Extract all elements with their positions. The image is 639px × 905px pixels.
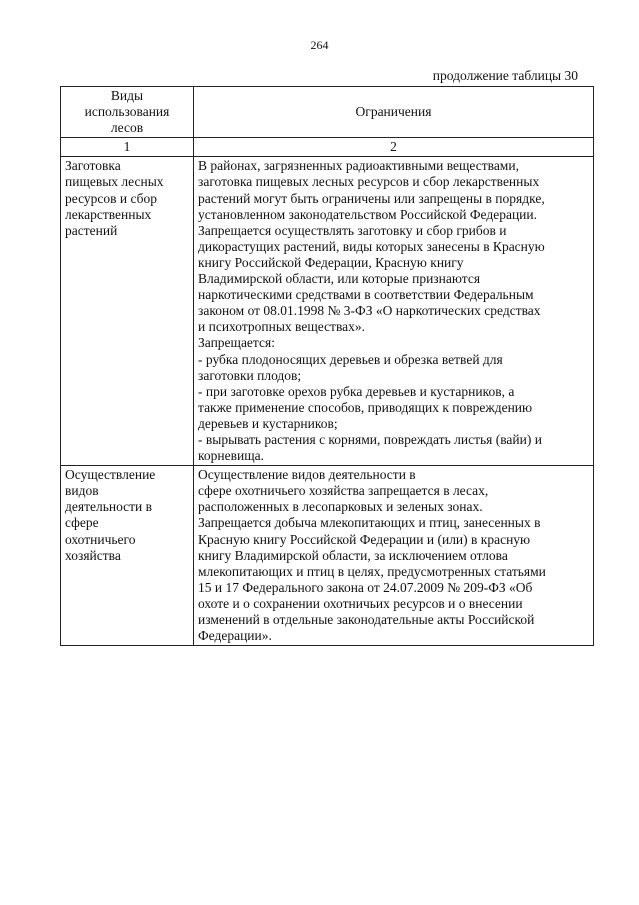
text-line: сфере охотничьего хозяйства запрещается в лесах, [198,483,489,499]
text-line: - при заготовке орехов рубка деревьев и кустарников, а [198,383,515,399]
text-line: растений [65,222,118,238]
table-row-hunting [61,466,594,646]
text-line: и психотропных веществах». [198,319,366,335]
table-continuation-caption: продолжение таблицы 30 [432,68,578,83]
restrictions-table [60,86,594,646]
header-line: Виды [110,88,144,103]
column-number-row [61,138,594,157]
text-line: видов [65,483,99,499]
text-line: растений могут быть ограничены или запрещены в порядке, [198,190,545,206]
text-line: деятельности в [65,499,153,515]
text-line: заготовки плодов; [198,367,302,383]
text-line: также применение способов, приводящих к повреждению [198,399,533,415]
column-number-2: 2 [194,138,594,157]
text-line: Осуществление видов деятельности в [198,467,416,483]
text-line: Запрещается: [198,335,275,351]
header-line: лесов [110,120,144,136]
text-line: законом от 08.01.1998 № 3-ФЗ «О наркотических средствах [198,303,541,319]
text-line: Красную книгу Российской Федерации и (или) в красную [198,531,531,547]
text-line: книгу Владимирской области, за исключением отлова [198,547,508,563]
text-line: дикорастущих растений, виды которых занесены в Красную [198,238,545,254]
restriction-cell [194,157,594,466]
text-line: В районах, загрязненных радиоактивными веществами, [198,158,519,174]
text-line: млекопитающих и птиц в целях, предусмотренных статьями [198,563,546,579]
text-line: Федерации». [198,628,272,644]
table-header-row [61,87,594,138]
text-line: лекарственных [65,206,152,222]
header-line: использования [84,104,170,120]
text-line: Владимирской области, или которые признаются [198,271,481,287]
text-line: установленном законодательством Российской Федерации. [198,206,538,222]
text-line: Заготовка [65,158,121,174]
text-line: - рубка плодоносящих деревьев и обрезка ветвей для [198,351,503,367]
page-number: 264 [310,38,329,52]
text-line: хозяйства [65,547,121,563]
column-number-1: 1 [61,138,194,157]
forest-use-type-cell [61,466,194,646]
text-line: ресурсов и сбор [65,190,158,206]
text-line: изменений в отдельные законодательные акты Российской [198,612,535,627]
header-restrictions: Ограничения [194,87,594,138]
text-line: Осуществление [65,467,156,483]
text-line: пищевых лесных [65,174,164,190]
restriction-cell [194,466,594,646]
text-line: охотничьего [65,531,136,547]
text-line: Запрещается осуществлять заготовку и сбор грибов и [198,222,507,238]
text-line: - вырывать растения с корнями, повреждать листья (вайи) и [198,431,542,447]
text-line: Запрещается добыча млекопитающих и птиц, занесенных в [198,515,541,531]
text-line: сфере [65,515,99,531]
text-line: заготовка пищевых лесных ресурсов и сбор лекарственных [198,174,540,190]
text-line: деревьев и кустарников; [198,415,338,431]
text-line: 15 и 17 Федерального закона от 24.07.2009 № 209-ФЗ «Об [198,579,533,595]
text-line: охоте и о сохранении охотничьих ресурсов и о внесении [198,595,523,611]
text-line: корневища. [198,448,264,464]
forest-use-type-cell [61,157,194,466]
header-forest-use-types [61,87,194,138]
text-line: наркотическими средствами в соответствии Федеральным [198,287,534,303]
table-row-food-resources [61,157,594,466]
text-line: книгу Российской Федерации, Красную книгу [198,254,464,270]
text-line: расположенных в лесопарковых и зеленых зонах. [198,499,483,515]
